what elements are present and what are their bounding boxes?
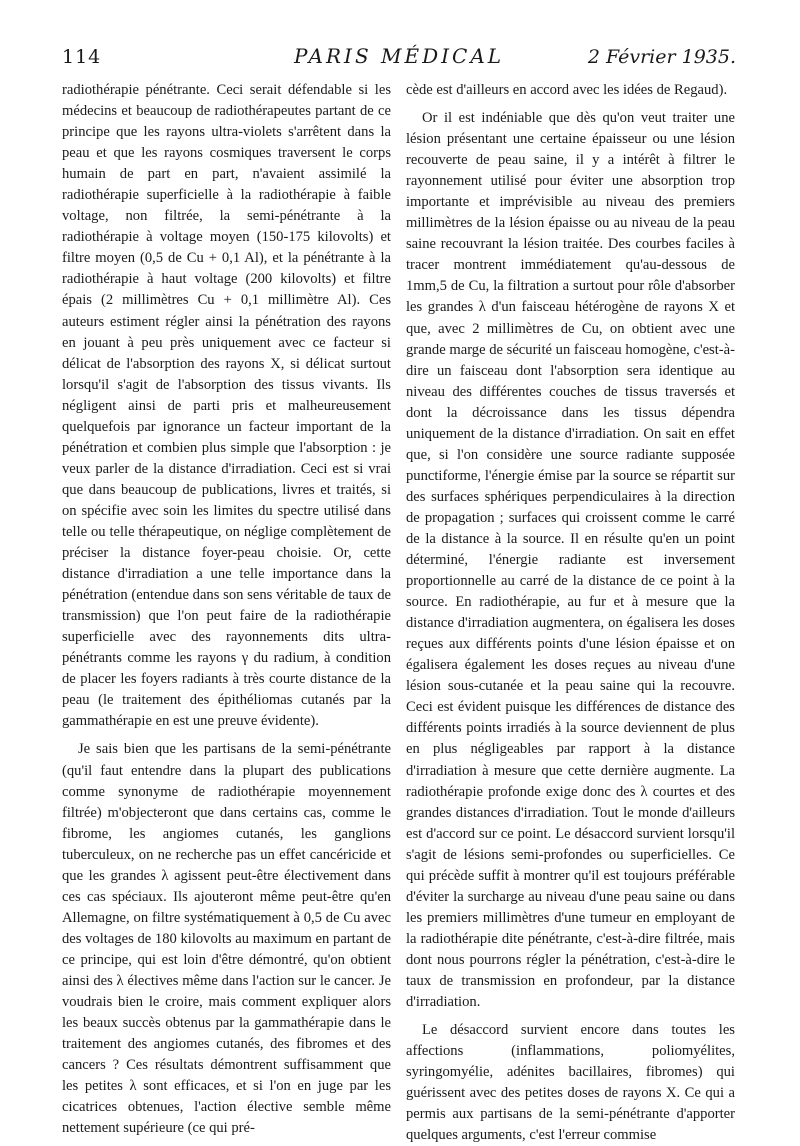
paragraph: Or il est indéniable que dès qu'on veut traiter une lésion présentant une certaine épaisseur ou une lésion recouverte de peau saine, il y a intérêt à filtrer le rayonnement utilisé pour éviter une absorption trop importante et imprévisible au niveau des premiers millimètres de la lésion épaisse ou au niveau de la peau saine recouvrant la lésion traitée. Des courbes faciles à tracer montrent immédiatement qu'au-dessous de 1mm,5 de Cu, la filtration a surtout pour rôle d'absorber les grandes λ d'un faisceau hétérogène de rayons X et que, avec 2 millimètres de Cu, on obtient avec une grande marge de sécurité un faisceau homogène, c'est-à-dire un faisceau dont l'absorption sera identique au niveau des différentes couches de tissus traversés et dont la décroissance dans les tissus dépendra uniquement de la distance d'irradiation. On sait en effet que, si l'on considère une source radiante supposée punctiforme, l'énergie émise par la source se répartit sur des surfaces sphériques perpendiculaires à la direction de propagation ; surfaces qui croissent comme le carré de la distance à la source. Il en résulte qu'en un point déterminé, l'énergie radiante est inversement proportionnelle au carré de la distance de ce point à la source. En radiothérapie, au fur et à mesure que la distance d'irradiation augmentera, on égalisera les doses reçues aux différents points d'une lésion épaisse et on égalisera également les doses reçues au niveau d'une lésion sous-cutanée et la peau saine qui la recouvre. Ceci est évident puisque les différences de distance des différents points irradiés à la source deviennent de plus en plus négligeables par rapport à la distance d'irradiation à mesure que cette dernière augmente. La radiothérapie profonde exige donc des λ courtes et des grandes distances d'irradiation. Tout le monde d'ailleurs est d'accord sur ce point. Le désaccord survient lorsqu'il s'agit de lésions semi-profondes ou superficielles. Ce qui précède suffit à montrer qu'il est toujours préférable d'éviter la surcharge au niveau d'une peau saine ou dans les premiers millimètres d'une tumeur en employant de la radiothérapie dite pénétrante, c'est-à-dire filtrée, mais dont nous pourrons régler la pénétration, c'est-à-dire le taux de transmission en profondeur, par la distance d'irradiation. <box>406 110 735 1011</box>
issue-date: 2 Février 1935. <box>587 46 736 68</box>
page-header <box>62 42 736 76</box>
right-column <box>406 80 735 1146</box>
paragraph: radiothérapie pénétrante. Ceci serait défendable si les médecins et beaucoup de radiothérapeutes partant de ce principe que les rayons ultra-violets s'arrêtent dans la peau et que les rayons cosmiques traversent le corps humain de part en part, n'avaient assimilé la radiothérapie superficielle à la radiothérapie à faible voltage, non filtrée, la semi-pénétrante à la radiothérapie à voltage moyen (150-175 kilovolts) et filtre moyen (0,5 de Cu + 0,1 Al), et la pénétrante à la radiothérapie à haut voltage (200 kilovolts) et filtre épais (2 millimètres Cu + 0,1 millimètre Al). Ces auteurs estiment régler ainsi la pénétration des rayons en jouant à peu près uniquement avec ce facteur si délicat de l'absorption des rayons X, si délicat surtout lorsqu'il s'agit de l'absorption des tissus vivants. Ils négligent ainsi de parti pris et malheureusement quelquefois par ignorance un facteur important de la pénétration et combien plus simple que l'absorption : je veux parler de la distance d'irradiation. Ceci est si vrai que dans beaucoup de publications, livres et traités, si on spécifie avec soin les limites du spectre utilisé dans telle ou telle thérapeutique, on néglige complètement de préciser la distance foyer-peau choisie. Or, cette distance d'irradiation a une telle importance dans la pénétration (entendue dans son sens véritable de taux de transmission) que l'on peut faire de la radiothérapie superficielle avec des rayonnements dits ultra-pénétrants comme les rayons γ du radium, à condition de placer les foyers radiants à très courte distance de la peau (le traitement des épithéliomas cutanés par la gammathérapie en est une preuve évidente). <box>62 82 391 730</box>
left-column <box>62 80 391 1139</box>
page-number: 114 <box>62 46 102 68</box>
paragraph: cède est d'ailleurs en accord avec les idées de Regaud). <box>406 82 728 98</box>
journal-title: PARIS MÉDICAL <box>293 44 505 68</box>
paragraph: Le désaccord survient encore dans toutes les affections (inflammations, poliomyélites, syringomyélie, adénites bacillaires, fibromes) qui guérissent avec des petites doses de rayons X. Ce qui a permis aux partisans de la semi-pénétrante d'apporter quelques arguments, c'est l'erreur commise <box>406 1022 735 1144</box>
paragraph: Je sais bien que les partisans de la semi-pénétrante (qu'il faut entendre dans la plupart des publications comme synonyme de radiothérapie moyennement filtrée) m'objecteront que dans certains cas, comme le fibrome, les angiomes cutanés, les ganglions tuberculeux, on ne recherche pas un effet cancéricide et que les grandes λ agissent peut-être électivement dans ces cas spéciaux. Ils ajouteront même peut-être qu'en Allemagne, on filtre systématiquement à 0,5 de Cu avec des voltages de 180 kilovolts au maximum en partant de ce principe, qui est loin d'être démontré, qu'on obtient ainsi des λ électives même dans l'action sur le cancer. Je voudrais bien le croire, mais comment expliquer alors les beaux succès obtenus par la gammathérapie dans le traitement des angiomes cutanés, des fibromes et des cancers ? Ces résultats démontrent suffisamment que les petites λ sont efficaces, et si l'on en juge par les cicatrices obtenues, l'action élective semble même nettement supérieure (ce qui pré- <box>62 741 391 1137</box>
